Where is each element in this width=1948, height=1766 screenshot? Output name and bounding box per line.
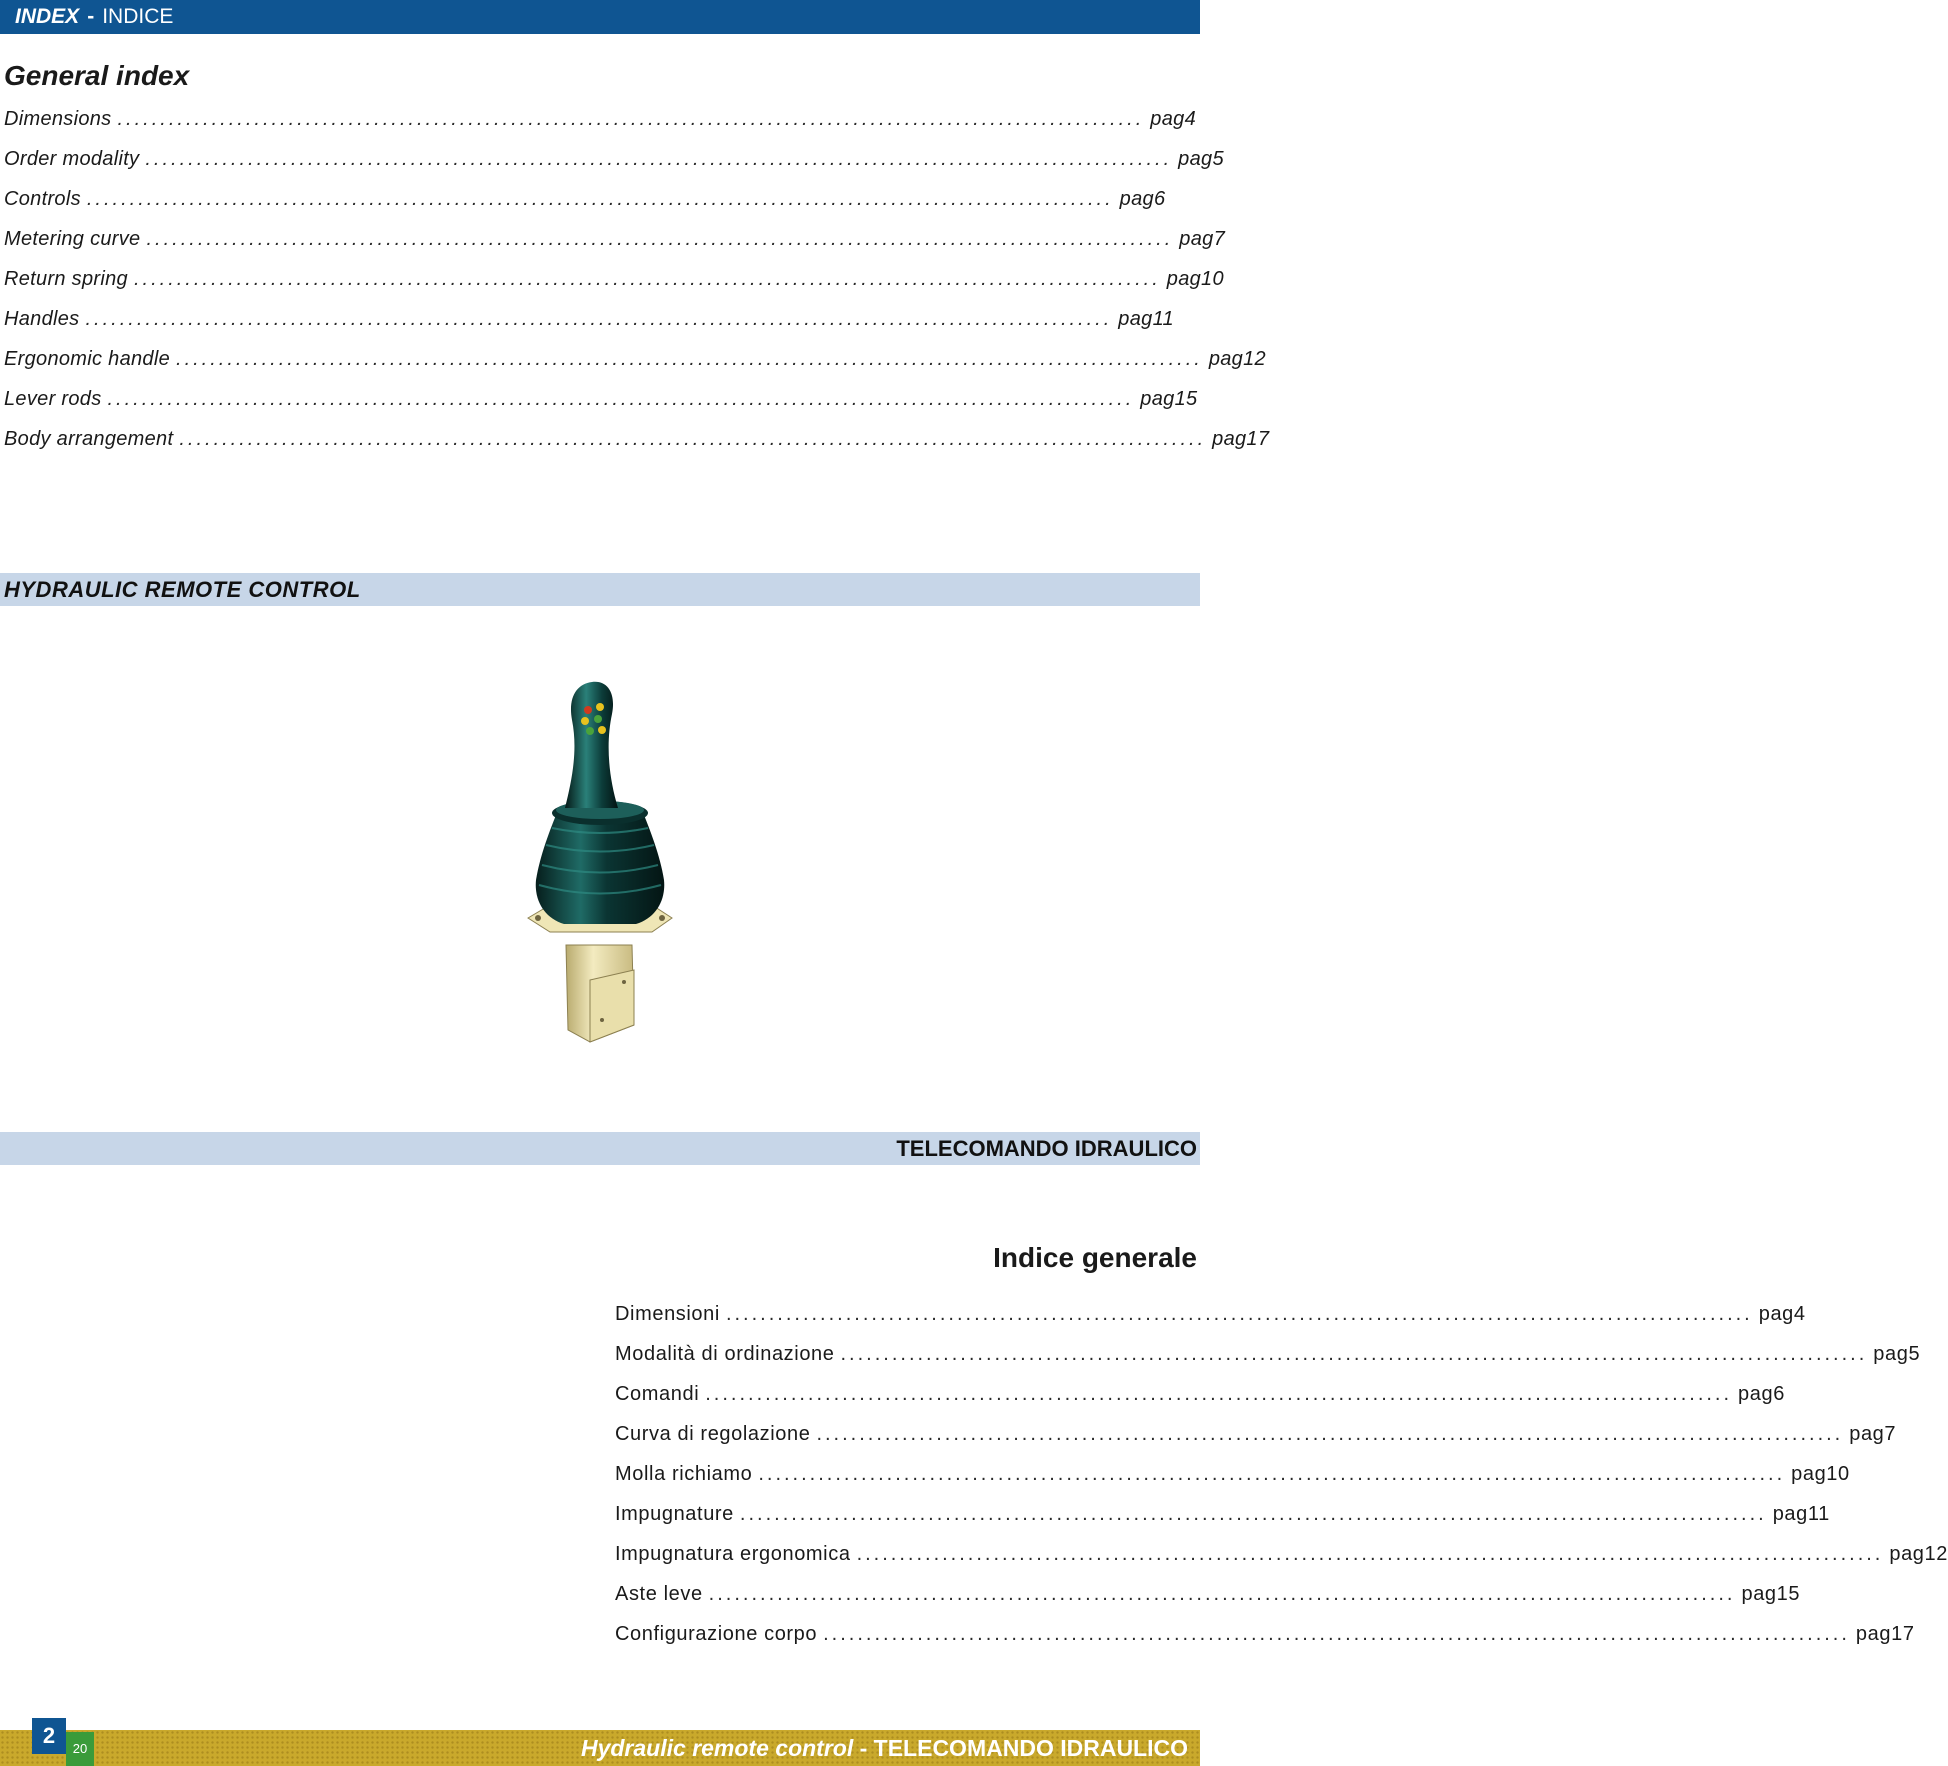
toc-label: Modalità di ordinazione xyxy=(615,1343,835,1365)
toc-page-number: 12 xyxy=(1924,1543,1948,1565)
toc-entry[interactable] xyxy=(615,1623,1915,1663)
toc-entry[interactable] xyxy=(615,1383,1785,1423)
toc-entry[interactable] xyxy=(4,268,1224,308)
toc-leader-dots: ........................................................................................................................ xyxy=(179,428,1207,450)
toc-entry[interactable] xyxy=(4,428,1270,468)
toc-label: Configurazione corpo xyxy=(615,1623,818,1645)
toc-label: Ergonomic handle xyxy=(4,348,171,370)
toc-label: Return spring xyxy=(4,268,128,290)
toc-entry[interactable] xyxy=(4,388,1198,428)
toc-page-number: 10 xyxy=(1826,1463,1850,1485)
toc-entry[interactable] xyxy=(4,188,1166,228)
toc-page-number: 4 xyxy=(1184,108,1196,130)
toc-entry[interactable] xyxy=(4,308,1174,348)
page-sub-badge: 20 xyxy=(66,1732,94,1766)
toc-leader-dots: ........................................................................................................................ xyxy=(823,1623,1850,1645)
footer-title-en: Hydraulic remote control xyxy=(580,1735,854,1761)
toc-label: Dimensioni xyxy=(615,1303,720,1325)
toc-page-number: 17 xyxy=(1891,1623,1915,1645)
toc-leader-dots: ........................................................................................................................ xyxy=(85,308,1113,330)
toc-page-number: 11 xyxy=(1152,308,1174,330)
toc-pag: pag xyxy=(1208,348,1244,370)
toc-entry[interactable] xyxy=(4,148,1224,188)
toc-label: Controls xyxy=(4,188,81,210)
toc-entry[interactable] xyxy=(4,108,1196,148)
toc-pag: pag xyxy=(1179,228,1214,250)
toc-label: Handles xyxy=(4,308,80,330)
toc-pag: pag xyxy=(1178,148,1213,170)
toc-entry[interactable] xyxy=(615,1583,1801,1623)
toc-leader-dots: ........................................................................................................................ xyxy=(133,268,1161,290)
toc-pag: pag xyxy=(1166,268,1202,290)
page-number-badge: 2 xyxy=(32,1718,66,1754)
header-title-it: INDICE xyxy=(102,5,174,28)
toc-pag: pag xyxy=(1855,1623,1892,1645)
general-index-title: General index xyxy=(4,60,190,91)
toc-label: Comandi xyxy=(615,1383,700,1405)
section-title-en: HYDRAULIC REMOTE CONTROL xyxy=(4,577,361,602)
toc-page-number: 7 xyxy=(1213,228,1225,250)
toc-leader-dots: ........................................................................................................................ xyxy=(758,1463,1786,1485)
toc-label: Order modality xyxy=(4,148,140,170)
toc-leader-dots: ........................................................................................................................ xyxy=(856,1543,1884,1565)
general-index-list xyxy=(4,108,1270,468)
toc-label: Lever rods xyxy=(4,388,102,410)
toc-pag: pag xyxy=(1119,188,1154,210)
toc-label: Impugnature xyxy=(615,1503,734,1525)
toc-label: Dimensions xyxy=(4,108,112,130)
toc-page-number: 7 xyxy=(1884,1423,1897,1445)
toc-entry[interactable] xyxy=(4,228,1225,268)
indice-generale-list xyxy=(615,1303,1948,1663)
toc-entry[interactable] xyxy=(4,348,1266,388)
header-bar xyxy=(0,0,1200,34)
toc-leader-dots: ........................................................................................................................ xyxy=(705,1383,1733,1405)
toc-page-number: 5 xyxy=(1212,148,1224,170)
toc-entry[interactable] xyxy=(615,1343,1921,1383)
toc-page-number: 10 xyxy=(1201,268,1224,290)
toc-leader-dots: ........................................................................................................................ xyxy=(725,1303,1753,1325)
toc-leader-dots: ........................................................................................................................ xyxy=(816,1423,1844,1445)
section-bar-telecomando-idraulico xyxy=(0,1132,1200,1165)
toc-entry[interactable] xyxy=(615,1303,1806,1343)
toc-label: Body arrangement xyxy=(4,428,174,450)
toc-label: Metering curve xyxy=(4,228,141,250)
toc-pag: pag xyxy=(1758,1303,1794,1325)
header-separator: - xyxy=(87,5,95,28)
indice-generale-title: Indice generale xyxy=(993,1242,1197,1273)
toc-page-number: 4 xyxy=(1793,1303,1806,1325)
toc-pag: pag xyxy=(1791,1463,1827,1485)
toc-leader-dots: ........................................................................................................................ xyxy=(176,348,1203,370)
toc-leader-dots: ........................................................................................................................ xyxy=(86,188,1114,210)
toc-page-number: 5 xyxy=(1908,1343,1921,1365)
footer-separator: - xyxy=(859,1735,868,1761)
toc-label: Molla richiamo xyxy=(615,1463,753,1485)
toc-leader-dots: ........................................................................................................................ xyxy=(117,108,1145,130)
toc-pag: pag xyxy=(1140,388,1175,410)
toc-pag: pag xyxy=(1150,108,1185,130)
toc-label: Impugnatura ergonomica xyxy=(615,1543,851,1565)
toc-leader-dots: ........................................................................................................................ xyxy=(708,1583,1736,1605)
toc-pag: pag xyxy=(1738,1383,1774,1405)
toc-entry[interactable] xyxy=(615,1423,1897,1463)
toc-leader-dots: ........................................................................................................................ xyxy=(739,1503,1767,1525)
toc-leader-dots: ........................................................................................................................ xyxy=(146,228,1174,250)
toc-pag: pag xyxy=(1741,1583,1777,1605)
toc-pag: pag xyxy=(1873,1343,1909,1365)
toc-page-number: 6 xyxy=(1773,1383,1785,1405)
toc-leader-dots: ........................................................................................................................ xyxy=(145,148,1173,170)
toc-entry[interactable] xyxy=(615,1463,1850,1503)
toc-entry[interactable] xyxy=(615,1503,1830,1543)
toc-page-number: 11 xyxy=(1807,1503,1830,1525)
joystick-icon xyxy=(520,680,680,1050)
footer-title xyxy=(581,1730,1188,1766)
header-title-en: INDEX xyxy=(15,5,80,28)
section-bar-hydraulic-remote-control xyxy=(0,573,1200,606)
toc-leader-dots: ........................................................................................................................ xyxy=(840,1343,1868,1365)
footer-bar xyxy=(0,1730,1200,1766)
toc-leader-dots: ........................................................................................................................ xyxy=(107,388,1135,410)
toc-label: Curva di regolazione xyxy=(615,1423,811,1445)
toc-page-number: 6 xyxy=(1153,188,1166,210)
footer-title-it: TELECOMANDO IDRAULICO xyxy=(873,1735,1188,1761)
toc-page-number: 17 xyxy=(1246,428,1270,450)
toc-label: Aste leve xyxy=(615,1583,703,1605)
toc-pag: pag xyxy=(1212,428,1247,450)
toc-pag: pag xyxy=(1849,1423,1885,1445)
toc-pag: pag xyxy=(1772,1503,1808,1525)
section-title-it: TELECOMANDO IDRAULICO xyxy=(896,1136,1197,1161)
toc-pag: pag xyxy=(1889,1543,1925,1565)
toc-page-number: 12 xyxy=(1243,348,1266,370)
toc-page-number: 15 xyxy=(1776,1583,1801,1605)
toc-page-number: 15 xyxy=(1174,388,1198,410)
toc-entry[interactable] xyxy=(615,1543,1948,1583)
toc-pag: pag xyxy=(1118,308,1153,330)
